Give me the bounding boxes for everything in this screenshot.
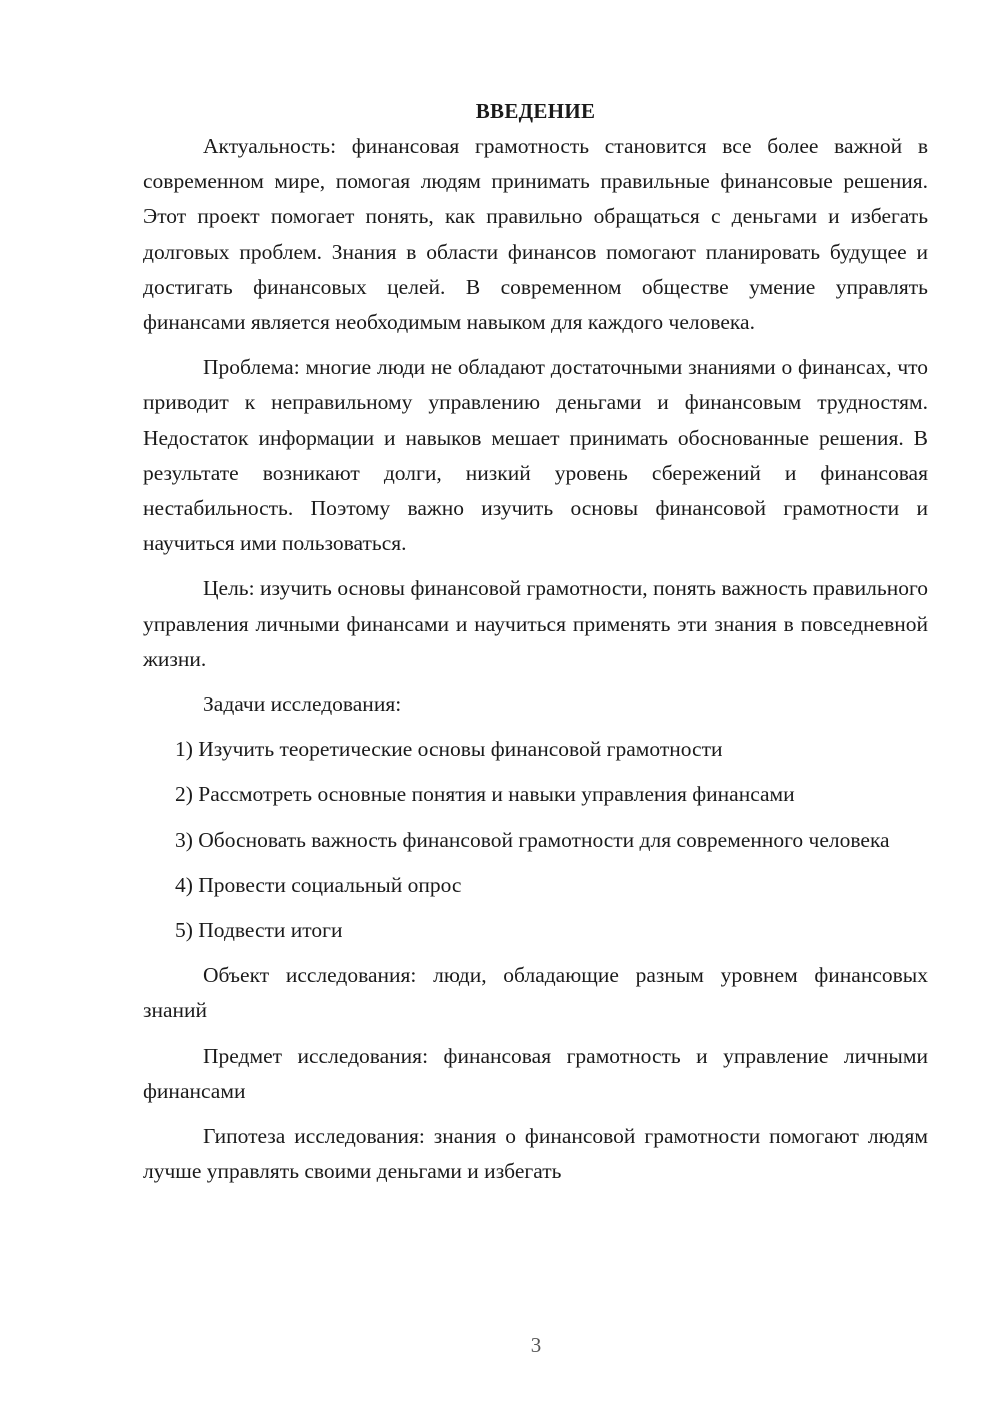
task-item: 1) Изучить теоретические основы финансовой грамотности xyxy=(175,737,723,762)
task-item: 3) Обосновать важность финансовой грамотности для современного человека xyxy=(175,827,890,852)
tasks-heading: Задачи исследования: xyxy=(203,692,402,717)
problem-paragraph: Проблема: многие люди не обладают достаточными знаниями о финансах, что приводит к неправильному управлению деньгами и финансовым трудностям. Недостаток информации и навыков мешает принимать обоснованные решения. В результате возникают долги, низкий уровень сбережений и финансовая нестабильность. Поэтому важно изучить основы финансовой грамотности и научиться ими пользоваться. xyxy=(143,355,928,556)
task-item: 4) Провести социальный опрос xyxy=(175,872,462,897)
tasks-list xyxy=(143,732,928,948)
relevance-paragraph: Актуальность: финансовая грамотность становится все более важной в современном мире, помогая людям принимать правильные финансовые решения. Этот проект помогает понять, как правильно обращаться с деньгами и избегать долговых проблем. Знания в области финансов помогают планировать будущее и достигать финансовых целей. В современном обществе умение управлять финансами является необходимым навыком для каждого человека. xyxy=(143,134,928,335)
task-item: 2) Рассмотреть основные понятия и навыки управления финансами xyxy=(175,782,795,807)
section-title: ВВЕДЕНИЕ xyxy=(475,99,596,123)
subject-paragraph: Предмет исследования: финансовая грамотность и управление личными финансами xyxy=(143,1043,928,1103)
goal-paragraph: Цель: изучить основы финансовой грамотности, понять важность правильного управления личными финансами и научиться применять эти знания в повседневной жизни. xyxy=(143,576,928,671)
hypothesis-paragraph: Гипотеза исследования: знания о финансовой грамотности помогают людям лучше управлять своими деньгами и избегать xyxy=(143,1124,928,1184)
task-item: 5) Подвести итоги xyxy=(175,918,343,943)
object-paragraph: Объект исследования: люди, обладающие разным уровнем финансовых знаний xyxy=(143,963,928,1023)
document-page xyxy=(143,96,928,1189)
page-number: 3 xyxy=(530,1333,542,1357)
